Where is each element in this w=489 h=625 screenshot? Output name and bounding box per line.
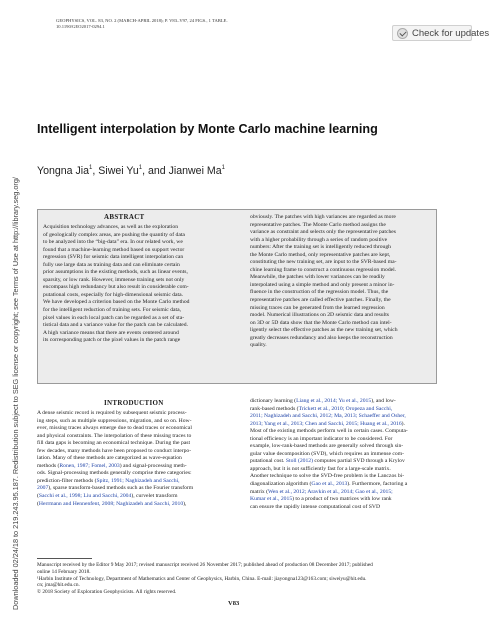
abstract-line: missing traces can be generated from the learned regression	[250, 304, 385, 311]
journal-header	[56, 18, 316, 30]
body-line: dictionary learning (Liang et al., 2014; Yu et al., 2015), and low-	[250, 398, 396, 404]
download-sidebar	[0, 0, 20, 625]
body-line: diagonalization algorithm (Gao et al., 2013). Furthermore, factoring a	[250, 481, 408, 488]
body-line: can ensure the rapidly intense computational cost of SVD	[250, 503, 381, 510]
abstract-line: model. Numerical illustrations on 2D seismic data and results	[250, 312, 389, 319]
abstract-line: sparsity, or low rank. However, immense training sets not only	[43, 276, 185, 283]
doi-line: 10.1190/GEO2017-0294.1	[56, 24, 105, 29]
body-line: ing steps, such as multiple suppressions, migration, and so on. How-	[37, 417, 192, 424]
abstract-line: with a higher probability through a series of random positive	[250, 236, 388, 243]
body-line: ods. Signal-processing methods generally comprise three categories:	[37, 470, 192, 477]
body-line: 2013; Yang et al., 2013; Chen and Sacchi, 2015; Huang et al., 2016).	[250, 420, 405, 427]
citation-link[interactable]: Sacchi et al., 1998; Liu and Sacchi, 2004	[38, 493, 132, 500]
author-name: Siwei Yu	[98, 165, 139, 177]
abstract-line: its corresponding patch or the pixel values in the patch range	[43, 337, 181, 344]
abstract-line: for the intelligent reduction of training sets. For seismic data,	[43, 307, 182, 314]
introduction-right-column	[250, 398, 440, 511]
abstract-line: A high variance means that there are events centered around	[43, 329, 179, 336]
abstract-line: prior assumptions in the existing methods, such as linear events,	[43, 269, 188, 276]
abstract-line: encompass high redundancy but also result in considerable com-	[43, 284, 189, 291]
body-line: lation. Many of these methods are categorized as wave-equation	[37, 455, 182, 462]
abstract-line: variance as constraint and selects only the representative patches	[250, 229, 396, 236]
footnote-line: ¹Harbin Institute of Technology, Department of Mathematics and Center of Geophysics, Harbin, China. E-mail: jiayongna123@163.com; siweiyu@hit.edu.	[37, 575, 367, 582]
author-list: Yongna Jia$^1$, Siwei Yu$^1$, and Jianwei Ma$^1$	[37, 165, 225, 177]
abstract-line: found that a machine-learning method based on support vector	[43, 246, 185, 253]
abstract-heading: ABSTRACT	[104, 213, 145, 221]
article-title: Intelligent interpolation by Monte Carlo machine learning	[37, 122, 378, 136]
body-line: approach, but it is not sufficiently fast for a large-scale matrix.	[250, 465, 391, 472]
abstract-line: fully use large data as training data and can eliminate certain	[43, 261, 180, 268]
abstract-line: the Monte Carlo method, only representative patches are kept,	[250, 251, 391, 258]
author-affiliation-mark: 1	[138, 165, 143, 171]
citation-link[interactable]: Kumar et al., 2015	[250, 496, 293, 503]
body-line: Most of the existing methods perform well in certain cases. Computa-	[250, 428, 408, 435]
body-line: tional efficiency is an important indicator to be considered. For	[250, 435, 393, 442]
author-affiliation-mark: 1	[89, 165, 93, 171]
abstract-line: ligently select the effective patches as the new training set, which	[250, 327, 398, 334]
body-line: Another technique to solve the SVD-free problem is the Lanczos bi-	[250, 473, 405, 480]
abstract-line: Acquisition technology advances, as well as the exploration	[43, 224, 179, 230]
footnote-line: Manuscript received by the Editor 9 May 2017; revised manuscript received 26 November 2017; published ahead of production 08 December 2017; published	[37, 562, 373, 568]
abstract-line: quality.	[250, 342, 267, 349]
abstract-line: pixel values in each local patch can be regarded as a set of sta-	[43, 314, 185, 321]
citation-link[interactable]: Spitz, 1991; Naghizadeh and Sacchi,	[96, 477, 180, 484]
body-line: and physical constraints. The interpolation of these missing traces to	[37, 432, 192, 439]
abstract-line: Meanwhile, the patches with lower variances can be readily	[250, 274, 385, 281]
body-line: matrix (Wen et al., 2012; Aravkin et al., 2014; Gao et al., 2015;	[250, 488, 393, 495]
abstract-line: greatly decreases redundancy and also keeps the reconstruction	[250, 334, 393, 341]
body-line: 2007), sparse transform-based methods such as the Fourier transform	[37, 485, 194, 492]
body-line: example, low-rank-based methods are generally solved through sin-	[250, 443, 404, 450]
body-line: rank-based methods (Trickett et al., 2010; Oropeza and Sacchi,	[250, 405, 393, 412]
footnote-line: online 14 February 2018.	[37, 568, 91, 575]
abstract-line: representative patches. The Monte Carlo method assigns the	[250, 221, 386, 228]
body-line: fill data gaps is becoming an economical technique. During the past	[37, 440, 191, 447]
citation-link[interactable]: 2007	[37, 485, 49, 492]
abstract-line: representative patches are called effective patches. Finally, the	[250, 297, 391, 304]
introduction-left-column	[37, 410, 237, 508]
body-line: A dense seismic record is required by subsequent seismic process-	[37, 410, 187, 416]
body-line: putational cost. Stoll (2012) computes partial SVD through a Krylov	[250, 458, 405, 465]
check-for-updates-button[interactable]	[392, 25, 489, 41]
citation-link[interactable]: 2011; Naghizadeh and Sacchi, 2012; Ma, 2013; Schaeffer and Osher,	[250, 413, 406, 420]
footnote-line: © 2018 Society of Exploration Geophysicists. All rights reserved.	[37, 589, 177, 596]
abstract-line: fluence in the construction of the regression model. Thus, the	[250, 289, 389, 296]
body-line: (Herrmann and Hennenfent, 2008; Naghizadeh and Sacchi, 2010),	[37, 500, 187, 507]
body-line: Kumar et al., 2015) to a product of two matrices with low rank	[250, 496, 392, 503]
abstract-line: chine learning frame to construct a continuous regression model.	[250, 266, 397, 273]
citation-link[interactable]: Herrmann and Hennenfent, 2008; Naghizadeh and Sacchi, 2010	[38, 500, 184, 507]
check-updates-label: Check for updates	[412, 27, 489, 39]
citation-link[interactable]: Gao et al., 2013	[311, 481, 348, 488]
abstract-right-column	[250, 214, 432, 350]
abstract-line: regression (SVR) for seismic data intelligent interpolation can	[43, 254, 184, 261]
citation-link[interactable]: 2013; Yang et al., 2013; Chen and Sacchi, 2015; Huang et al., 2016	[250, 420, 402, 427]
author-name: Jianwei Ma	[168, 165, 222, 177]
body-line: few decades, many methods have been proposed to conduct interpo-	[37, 447, 192, 454]
body-line: gular value decomposition (SVD), which requires an immense com-	[250, 450, 404, 457]
abstract-line: We have developed a criterion based on the Monte Carlo method	[43, 299, 190, 306]
abstract-line: to be analyzed into the “big-data” era. In our related work, we	[43, 239, 183, 246]
citation-link[interactable]: Stoll (2012)	[285, 458, 313, 465]
abstract-line: numbers: After the training set is intelligently reduced through	[250, 244, 391, 251]
abstract-line: putational costs, especially for high-dimensional seismic data.	[43, 291, 184, 298]
abstract-line: interpolated using a simple method and only present a minor in-	[250, 281, 395, 288]
author-affiliation-mark: 1	[221, 165, 225, 171]
body-line: prediction-filter methods (Spitz, 1991; Naghizadeh and Sacchi,	[37, 477, 180, 484]
abstract-left-column	[43, 224, 238, 345]
abstract-line: of geologically complex areas, are pushing the quantity of data	[43, 231, 185, 238]
introduction-heading: INTRODUCTION	[104, 399, 164, 407]
abstract-line: obviously. The patches with high variances are regarded as more	[250, 214, 396, 220]
body-line	[250, 413, 440, 421]
citation-link[interactable]: Ronen, 1987; Fomel, 2003	[59, 462, 120, 469]
page-number: V83	[228, 600, 240, 607]
abstract-line: constituting the new training set, are input to the SVR-based ma-	[250, 259, 397, 266]
body-line: (Sacchi et al., 1998; Liu and Sacchi, 2004), curvelet transform	[37, 493, 178, 500]
journal-line: GEOPHYSICS, VOL. 83, NO. 2 (MARCH-APRIL 2018); P. V83–V97, 24 FIGS., 1 TABLE.	[56, 18, 228, 23]
citation-link[interactable]: Trickett et al., 2010; Oropeza and Sacchi,	[298, 405, 393, 412]
body-line: ever, missing traces always emerge due to dead traces or economical	[37, 425, 192, 432]
check-updates-icon	[397, 28, 408, 39]
footnote-divider	[37, 558, 92, 559]
body-line: methods (Ronen, 1987; Fomel, 2003) and signal-processing meth-	[37, 462, 187, 469]
citation-link[interactable]: Wen et al., 2012; Aravkin et al., 2014; Gao et al., 2015;	[268, 488, 393, 495]
author-name: Yongna Jia	[37, 165, 90, 177]
citation-link[interactable]: Liang et al., 2014; Yu et al., 2015	[296, 398, 372, 404]
footnote-line: cn; jma@hit.edu.cn.	[37, 582, 80, 589]
abstract-line: tistical data and a variance value for the patch can be calculated.	[43, 322, 189, 329]
abstract-line: on 3D or 5D data show that the Monte Carlo method can intel-	[250, 319, 392, 326]
footnotes	[37, 562, 437, 596]
download-notice[interactable]: Downloaded 02/24/18 to 219.243.95.187. Redistribution subject to SEG license or copyright; see Terms of Use at http://library.seg.org/	[11, 177, 20, 610]
